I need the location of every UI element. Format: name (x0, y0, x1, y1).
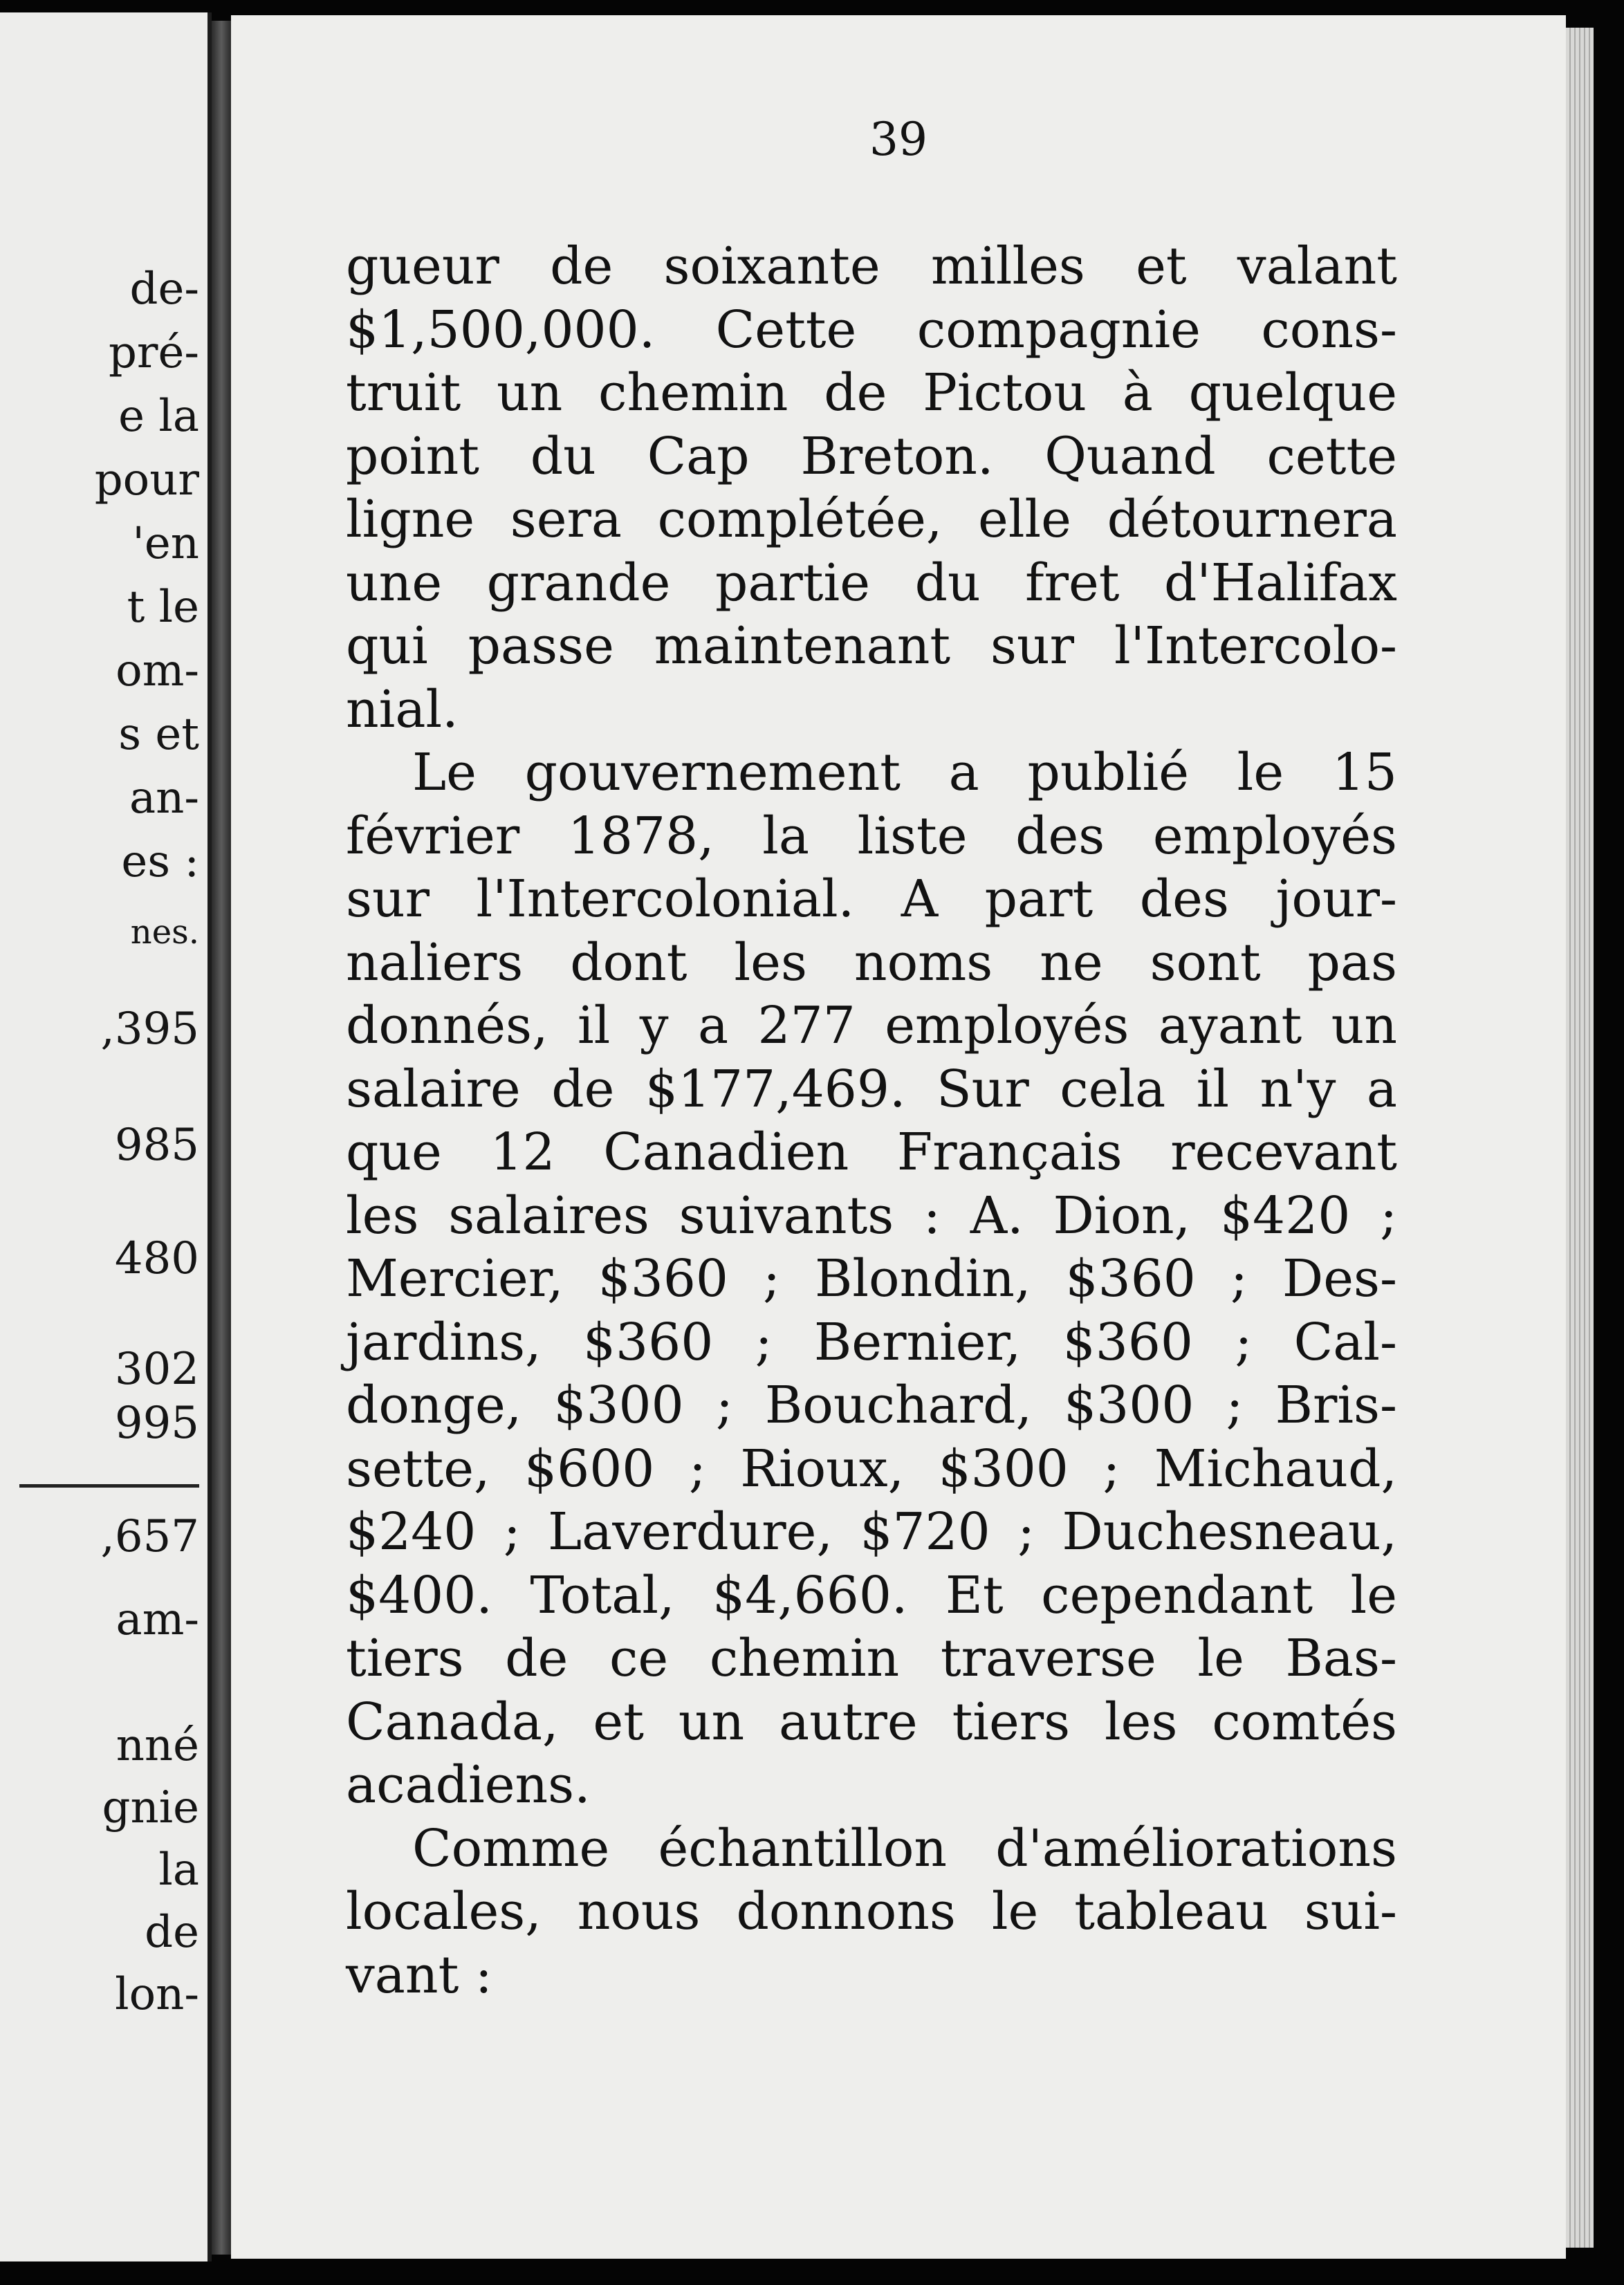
text-line: naliers dont les noms ne sont pas (346, 932, 1397, 992)
text-line: donge, $300 ; Bouchard, $300 ; Bris- (346, 1376, 1397, 1435)
left-fragment: t le (127, 582, 199, 633)
text-line: Comme échantillon d'améliorations (412, 1818, 1397, 1878)
left-fragment: ,657 (100, 1511, 199, 1562)
text-line: truit un chemin de Pictou à quelque (346, 363, 1397, 423)
text-line: point du Cap Breton. Quand cette (346, 426, 1397, 486)
paragraph-echantillon (346, 1817, 1397, 2008)
text-line: Le gouvernement a publié le 15 (412, 743, 1397, 802)
left-fragment: s et (118, 709, 199, 760)
left-fragment: 302 (114, 1344, 199, 1395)
left-fragment: e la (118, 391, 199, 442)
text-line: tiers de ce chemin traverse le Bas- (346, 1629, 1397, 1688)
left-fragment: nes. (130, 913, 199, 952)
text-line: locales, nous donnons le tableau sui- (346, 1882, 1397, 1941)
left-fragment: 995 (114, 1398, 199, 1449)
left-fragment: de (145, 1907, 199, 1958)
text-line: qui passe maintenant sur l'Intercolo- (346, 616, 1397, 676)
text-line: les salaires suivants : A. Dion, $420 ; (346, 1185, 1397, 1246)
text-line: nial. (346, 679, 459, 739)
page-edges (1566, 28, 1594, 2248)
book-gutter (212, 21, 231, 2255)
text-line: $1,500,000. Cette compagnie cons- (346, 299, 1397, 360)
left-fragment: ,395 (100, 1003, 199, 1055)
paragraph-continued (346, 235, 1397, 741)
left-total-rule (19, 1484, 199, 1488)
facing-page-left (0, 12, 212, 2261)
text-line: février 1878, la liste des employés (346, 806, 1397, 866)
left-fragment: am- (116, 1594, 199, 1645)
text-line: jardins, $360 ; Bernier, $360 ; Cal- (346, 1312, 1397, 1372)
text-line: sette, $600 ; Rioux, $300 ; Michaud, (346, 1438, 1397, 1499)
text-line: sur l'Intercolonial. A part des jour- (346, 869, 1397, 929)
text-line: gueur de soixante milles et valant (346, 237, 1397, 296)
body-text (346, 235, 1397, 2007)
left-fragment: 985 (114, 1120, 199, 1171)
left-fragment: de- (129, 263, 199, 315)
left-fragment: pour (94, 454, 199, 506)
text-line: vant : (346, 1945, 492, 2005)
text-line: que 12 Canadien Français recevant (346, 1122, 1397, 1182)
left-fragment: gnie (102, 1782, 199, 1833)
text-line: Mercier, $360 ; Blondin, $360 ; Des- (346, 1249, 1397, 1308)
text-line: Canada, et un autre tiers les comtés (346, 1692, 1397, 1752)
left-fragment: om- (116, 645, 199, 696)
left-fragment: la (158, 1844, 199, 1896)
text-line: une grande partie du fret d'Halifax (346, 553, 1397, 613)
text-line: $400. Total, $4,660. Et cependant le (346, 1565, 1397, 1625)
text-line: acadiens. (346, 1755, 591, 1815)
left-fragment: lon- (115, 1969, 199, 2020)
left-fragment: nné (116, 1720, 199, 1771)
text-line: ligne sera complétée, elle détournera (346, 490, 1397, 549)
left-fragment: pré- (108, 327, 199, 378)
left-fragment: 480 (114, 1233, 199, 1284)
paragraph-gouvernement (346, 741, 1397, 1817)
text-line: $240 ; Laverdure, $720 ; Duchesneau, (346, 1502, 1397, 1562)
text-line: donnés, il y a 277 employés ayant un (346, 996, 1397, 1055)
left-fragment: 'en (132, 518, 199, 569)
left-fragment: es : (121, 836, 199, 887)
text-line: salaire de $177,469. Sur cela il n'y a (346, 1059, 1397, 1119)
page-number: 39 (869, 113, 928, 166)
left-fragment: an- (129, 773, 199, 824)
